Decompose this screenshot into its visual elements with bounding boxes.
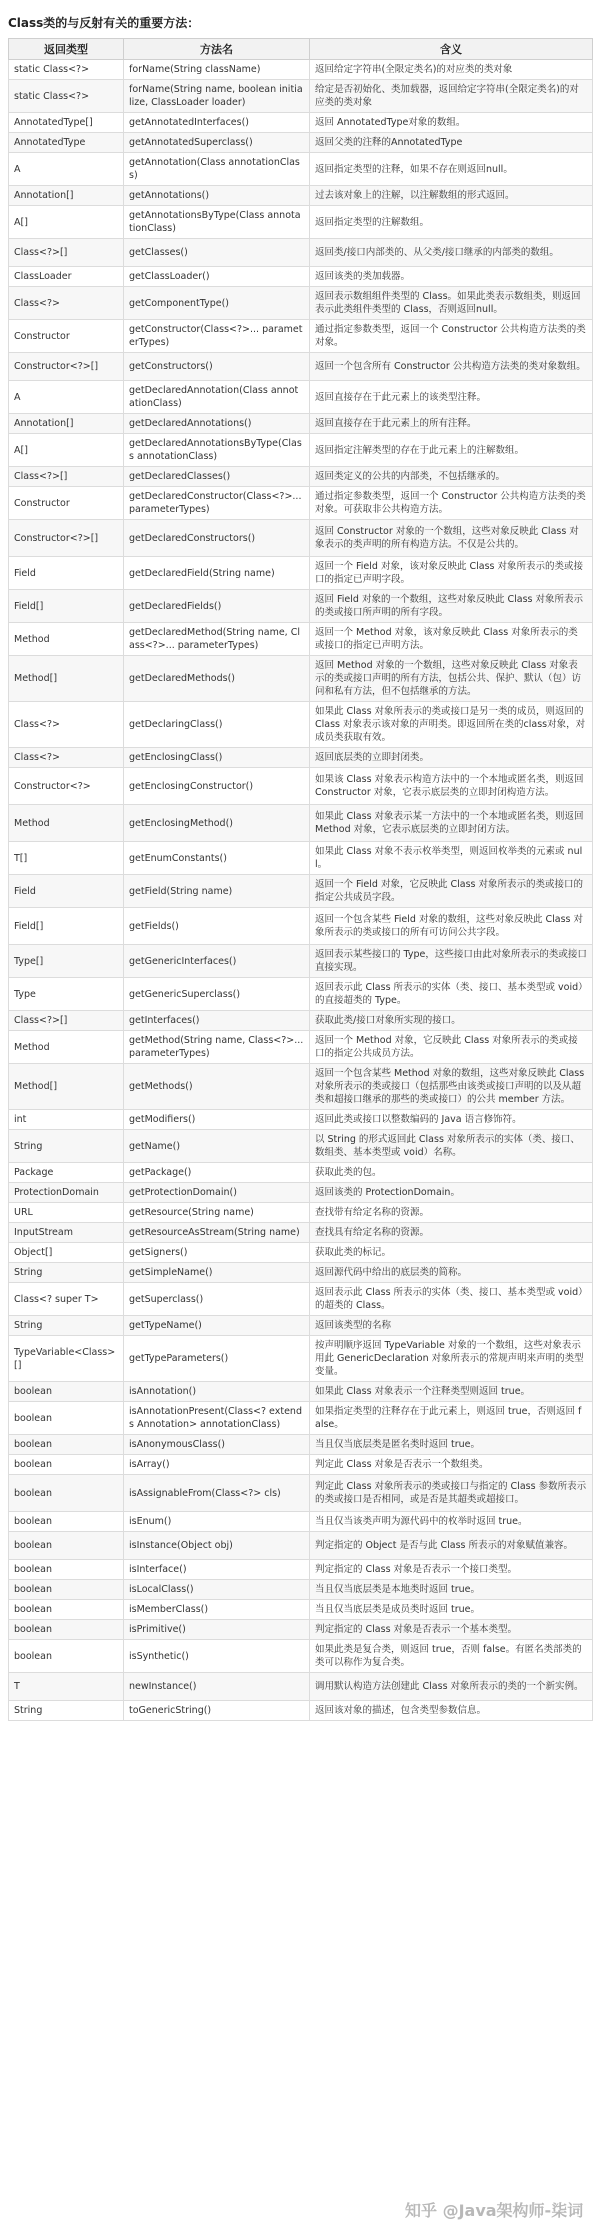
cell-return-type: static Class<?> [9,60,124,80]
cell-return-type: boolean [9,1640,124,1673]
cell-description: 给定是否初始化、类加载器，返回给定字符串(全限定类名)的对应类的类对象 [310,80,593,113]
cell-description: 返回底层类的立即封闭类。 [310,748,593,768]
cell-return-type: boolean [9,1580,124,1600]
cell-description: 调用默认构造方法创建此 Class 对象所表示的类的一个新实例。 [310,1673,593,1701]
cell-method-name: isAnnotation() [124,1382,310,1402]
cell-description: 返回源代码中给出的底层类的简称。 [310,1263,593,1283]
table-row [9,287,593,320]
table-row [9,467,593,487]
cell-description: 当且仅当底层类是本地类时返回 true。 [310,1580,593,1600]
cell-method-name: getResourceAsStream(String name) [124,1223,310,1243]
cell-return-type: T [9,1673,124,1701]
cell-description: 返回该类的类加载器。 [310,267,593,287]
cell-return-type: Class<?> [9,702,124,748]
cell-description: 返回表示此 Class 所表示的实体（类、接口、基本类型或 void）的直接超类的 Type。 [310,978,593,1011]
cell-return-type: Type [9,978,124,1011]
table-row [9,978,593,1011]
table-row [9,414,593,434]
cell-return-type: Object[] [9,1243,124,1263]
cell-method-name: getTypeParameters() [124,1336,310,1382]
cell-method-name: getDeclaredFields() [124,590,310,623]
cell-method-name: getSimpleName() [124,1263,310,1283]
cell-return-type: URL [9,1203,124,1223]
cell-return-type: Class<?> [9,748,124,768]
cell-method-name: getEnclosingClass() [124,748,310,768]
cell-method-name: getAnnotatedInterfaces() [124,113,310,133]
table-row [9,133,593,153]
cell-description: 如果此类是复合类，则返回 true，否则 false。有匿名类部类的类可以称作为复合类。 [310,1640,593,1673]
cell-method-name: getProtectionDomain() [124,1183,310,1203]
cell-return-type: Constructor<?> [9,768,124,805]
table-row [9,267,593,287]
cell-description: 返回 Constructor 对象的一个数组，这些对象反映此 Class 对象表示的类声明的所有构造方法。不仅是公共的。 [310,520,593,557]
cell-method-name: getMethod(String name, Class<?>... parameterTypes) [124,1031,310,1064]
cell-method-name: getClasses() [124,239,310,267]
cell-return-type: static Class<?> [9,80,124,113]
cell-return-type: Type[] [9,945,124,978]
cell-description: 返回一个 Field 对象，该对象反映此 Class 对象所表示的类或接口的指定已声明字段。 [310,557,593,590]
cell-description: 返回此类或接口以整数编码的 Java 语言修饰符。 [310,1110,593,1130]
cell-description: 返回指定注解类型的存在于此元素上的注解数组。 [310,434,593,467]
cell-description: 获取此类/接口对象所实现的接口。 [310,1011,593,1031]
table-row [9,1560,593,1580]
cell-return-type: A [9,153,124,186]
cell-method-name: getMethods() [124,1064,310,1110]
cell-return-type: TypeVariable<Class>[] [9,1336,124,1382]
cell-description: 如果此 Class 对象表示某一方法中的一个本地或匿名类，则返回 Method 对象，它表示底层类的立即封闭方法。 [310,805,593,842]
cell-return-type: A[] [9,434,124,467]
cell-description: 返回 Method 对象的一个数组，这些对象反映此 Class 对象表示的类或接口声明的所有方法，包括公共、保护、默认（包）访问和私有方法，但不包括继承的方法。 [310,656,593,702]
cell-return-type: Field[] [9,908,124,945]
table-row [9,842,593,875]
table-row [9,1064,593,1110]
cell-description: 返回该类型的名称 [310,1316,593,1336]
cell-description: 如果此 Class 对象不表示枚举类型，则返回枚举类的元素或 null。 [310,842,593,875]
cell-return-type: Method [9,1031,124,1064]
watermark: 知乎 @Java架构师-柒词 [405,2201,584,2220]
page-title: Class类的与反射有关的重要方法： [8,16,200,30]
cell-description: 返回 Field 对象的一个数组，这些对象反映此 Class 对象所表示的类或接口所声明的所有字段。 [310,590,593,623]
table-row [9,875,593,908]
cell-description: 返回一个包含某些 Field 对象的数组，这些对象反映此 Class 对象所表示的类或接口的所有可访问公共字段。 [310,908,593,945]
table-row [9,1475,593,1512]
table-row [9,1163,593,1183]
table-row [9,1316,593,1336]
table-row [9,908,593,945]
cell-description: 查找具有给定名称的资源。 [310,1223,593,1243]
table-row [9,434,593,467]
table-row [9,487,593,520]
table-row [9,1435,593,1455]
cell-method-name: getDeclaredAnnotations() [124,414,310,434]
cell-method-name: getEnclosingConstructor() [124,768,310,805]
cell-return-type: A[] [9,206,124,239]
table-row [9,1382,593,1402]
cell-return-type: Annotation[] [9,414,124,434]
header-return-type: 返回类型 [9,39,124,60]
cell-description: 如果指定类型的注释存在于此元素上，则返回 true，否则返回 false。 [310,1402,593,1435]
cell-description: 获取此类的包。 [310,1163,593,1183]
cell-return-type: Constructor<?>[] [9,353,124,381]
cell-return-type: ClassLoader [9,267,124,287]
table-row [9,1183,593,1203]
cell-description: 返回父类的注释的AnnotatedType [310,133,593,153]
cell-return-type: String [9,1130,124,1163]
table-row [9,1263,593,1283]
cell-description: 返回该对象的描述，包含类型参数信息。 [310,1701,593,1721]
cell-description: 判定指定的 Class 对象是否表示一个接口类型。 [310,1560,593,1580]
table-row [9,1673,593,1701]
cell-description: 通过指定参数类型，返回一个 Constructor 公共构造方法类的类对象。可获取非公共构造方法。 [310,487,593,520]
cell-description: 返回指定类型的注释，如果不存在则返回null。 [310,153,593,186]
cell-return-type: boolean [9,1620,124,1640]
cell-method-name: isAnnotationPresent(Class<? extends Annotation> annotationClass) [124,1402,310,1435]
cell-description: 返回该类的 ProtectionDomain。 [310,1183,593,1203]
cell-method-name: isInterface() [124,1560,310,1580]
table-row [9,520,593,557]
cell-description: 判定此 Class 对象是否表示一个数组类。 [310,1455,593,1475]
cell-method-name: getDeclaredConstructor(Class<?>... parameterTypes) [124,487,310,520]
cell-method-name: getResource(String name) [124,1203,310,1223]
cell-return-type: String [9,1263,124,1283]
cell-method-name: getDeclaredMethods() [124,656,310,702]
table-row [9,1031,593,1064]
cell-description: 以 String 的形式返回此 Class 对象所表示的实体（类、接口、数组类、基本类型或 void）名称。 [310,1130,593,1163]
table-row [9,353,593,381]
cell-return-type: Field [9,557,124,590]
cell-method-name: getConstructor(Class<?>... parameterTypes) [124,320,310,353]
cell-description: 返回指定类型的注解数组。 [310,206,593,239]
table-row [9,1600,593,1620]
cell-method-name: isInstance(Object obj) [124,1532,310,1560]
cell-description: 如果此 Class 对象所表示的类或接口是另一类的成员，则返回的 Class 对象表示该对象的声明类。即返回所在类的class对象，对成员类获取有效。 [310,702,593,748]
cell-return-type: ProtectionDomain [9,1183,124,1203]
cell-return-type: Class<? super T> [9,1283,124,1316]
table-row [9,1620,593,1640]
cell-return-type: Package [9,1163,124,1183]
table-row [9,1203,593,1223]
table-row [9,186,593,206]
table-row [9,1701,593,1721]
cell-return-type: Class<?>[] [9,1011,124,1031]
cell-return-type: AnnotatedType [9,133,124,153]
cell-description: 过去该对象上的注解，以注解数组的形式返回。 [310,186,593,206]
cell-return-type: T[] [9,842,124,875]
cell-description: 当且仅当底层类是匿名类时返回 true。 [310,1435,593,1455]
cell-method-name: isMemberClass() [124,1600,310,1620]
table-row [9,656,593,702]
cell-method-name: getDeclaredAnnotationsByType(Class annotationClass) [124,434,310,467]
table-row [9,748,593,768]
table-row [9,1402,593,1435]
cell-description: 返回表示数组组件类型的 Class。如果此类表示数组类，则返回表示此类组件类型的 Class，否则返回null。 [310,287,593,320]
cell-method-name: getAnnotations() [124,186,310,206]
table-row [9,1455,593,1475]
cell-return-type: Method [9,805,124,842]
cell-description: 返回一个 Method 对象，该对象反映此 Class 对象所表示的类或接口的指定已声明方法。 [310,623,593,656]
cell-return-type: boolean [9,1512,124,1532]
table-row [9,1223,593,1243]
cell-return-type: boolean [9,1455,124,1475]
cell-return-type: int [9,1110,124,1130]
header-description: 含义 [310,39,593,60]
table-row [9,1512,593,1532]
cell-method-name: newInstance() [124,1673,310,1701]
table-row [9,1243,593,1263]
cell-description: 如果此 Class 对象表示一个注释类型则返回 true。 [310,1382,593,1402]
cell-method-name: isEnum() [124,1512,310,1532]
cell-return-type: Field [9,875,124,908]
cell-method-name: getDeclaredMethod(String name, Class<?>... parameterTypes) [124,623,310,656]
cell-method-name: getTypeName() [124,1316,310,1336]
table-row [9,320,593,353]
cell-method-name: getGenericInterfaces() [124,945,310,978]
cell-method-name: getSuperclass() [124,1283,310,1316]
cell-method-name: getPackage() [124,1163,310,1183]
table-row [9,239,593,267]
cell-method-name: isPrimitive() [124,1620,310,1640]
cell-method-name: getConstructors() [124,353,310,381]
cell-method-name: getEnumConstants() [124,842,310,875]
table-row [9,1580,593,1600]
table-row [9,60,593,80]
cell-method-name: getDeclaredAnnotation(Class annotationClass) [124,381,310,414]
cell-return-type: Method[] [9,1064,124,1110]
cell-return-type: Method [9,623,124,656]
cell-description: 当且仅当该类声明为源代码中的枚举时返回 true。 [310,1512,593,1532]
table-row [9,113,593,133]
table-row [9,1640,593,1673]
cell-method-name: getSigners() [124,1243,310,1263]
cell-method-name: isLocalClass() [124,1580,310,1600]
cell-method-name: getGenericSuperclass() [124,978,310,1011]
cell-description: 返回一个 Method 对象，它反映此 Class 对象所表示的类或接口的指定公共成员方法。 [310,1031,593,1064]
table-row [9,805,593,842]
cell-description: 判定指定的 Object 是否与此 Class 所表示的对象赋值兼容。 [310,1532,593,1560]
cell-description: 返回类定义的公共的内部类，不包括继承的。 [310,467,593,487]
cell-method-name: getName() [124,1130,310,1163]
cell-description: 返回直接存在于此元素上的该类型注释。 [310,381,593,414]
cell-method-name: getDeclaringClass() [124,702,310,748]
cell-return-type: boolean [9,1382,124,1402]
cell-return-type: boolean [9,1475,124,1512]
cell-description: 如果该 Class 对象表示构造方法中的一个本地或匿名类，则返回 Constructor 对象，它表示底层类的立即封闭构造方法。 [310,768,593,805]
cell-method-name: isArray() [124,1455,310,1475]
cell-return-type: boolean [9,1600,124,1620]
cell-method-name: getAnnotatedSuperclass() [124,133,310,153]
table-row [9,557,593,590]
cell-description: 返回表示某些接口的 Type，这些接口由此对象所表示的类或接口直接实现。 [310,945,593,978]
cell-method-name: forName(String className) [124,60,310,80]
cell-method-name: isSynthetic() [124,1640,310,1673]
cell-return-type: Constructor [9,320,124,353]
cell-description: 获取此类的标记。 [310,1243,593,1263]
table-row [9,768,593,805]
header-method-name: 方法名 [124,39,310,60]
cell-return-type: Class<?>[] [9,467,124,487]
table-row [9,1130,593,1163]
table-row [9,1336,593,1382]
table-row [9,206,593,239]
cell-description: 返回一个包含某些 Method 对象的数组，这些对象反映此 Class 对象所表示的类或接口（包括那些由该类或接口声明的以及从超类和超接口继承的那些的类或接口）的公共 member 方法。 [310,1064,593,1110]
cell-method-name: getFields() [124,908,310,945]
cell-method-name: getComponentType() [124,287,310,320]
cell-method-name: forName(String name, boolean initialize, ClassLoader loader) [124,80,310,113]
cell-method-name: getAnnotationsByType(Class annotationClass) [124,206,310,239]
cell-description: 当且仅当底层类是成员类时返回 true。 [310,1600,593,1620]
cell-return-type: Method[] [9,656,124,702]
cell-description: 返回表示此 Class 所表示的实体（类、接口、基本类型或 void）的超类的 Class。 [310,1283,593,1316]
table-row [9,153,593,186]
cell-return-type: AnnotatedType[] [9,113,124,133]
cell-method-name: getModifiers() [124,1110,310,1130]
cell-return-type: boolean [9,1532,124,1560]
table-row [9,381,593,414]
cell-description: 返回直接存在于此元素上的所有注释。 [310,414,593,434]
cell-description: 返回类/接口内部类的、从父类/接口继承的内部类的数组。 [310,239,593,267]
table-row [9,1110,593,1130]
cell-return-type: Field[] [9,590,124,623]
cell-description: 通过指定参数类型，返回一个 Constructor 公共构造方法类的类对象。 [310,320,593,353]
table-row [9,623,593,656]
cell-return-type: Annotation[] [9,186,124,206]
cell-method-name: getEnclosingMethod() [124,805,310,842]
cell-return-type: String [9,1316,124,1336]
cell-method-name: getField(String name) [124,875,310,908]
cell-description: 按声明顺序返回 TypeVariable 对象的一个数组，这些对象表示用此 GenericDeclaration 对象所表示的常规声明来声明的类型变量。 [310,1336,593,1382]
table-row [9,1011,593,1031]
cell-description: 返回一个包含所有 Constructor 公共构造方法类的类对象数组。 [310,353,593,381]
cell-method-name: getDeclaredClasses() [124,467,310,487]
cell-return-type: boolean [9,1435,124,1455]
cell-method-name: getAnnotation(Class annotationClass) [124,153,310,186]
cell-return-type: Constructor<?>[] [9,520,124,557]
table-header-row [9,39,593,60]
cell-description: 判定指定的 Class 对象是否表示一个基本类型。 [310,1620,593,1640]
cell-method-name: toGenericString() [124,1701,310,1721]
cell-return-type: InputStream [9,1223,124,1243]
cell-return-type: boolean [9,1402,124,1435]
cell-description: 返回一个 Field 对象，它反映此 Class 对象所表示的类或接口的指定公共成员字段。 [310,875,593,908]
cell-return-type: Class<?>[] [9,239,124,267]
cell-return-type: String [9,1701,124,1721]
cell-return-type: boolean [9,1560,124,1580]
cell-method-name: isAssignableFrom(Class<?> cls) [124,1475,310,1512]
table-row [9,1532,593,1560]
cell-method-name: getDeclaredField(String name) [124,557,310,590]
table-body [9,60,593,1721]
table-row [9,1283,593,1316]
methods-table [8,38,593,1721]
table-row [9,945,593,978]
cell-description: 查找带有给定名称的资源。 [310,1203,593,1223]
cell-method-name: getDeclaredConstructors() [124,520,310,557]
cell-description: 判定此 Class 对象所表示的类或接口与指定的 Class 参数所表示的类或接口是否相同，或是否是其超类或超接口。 [310,1475,593,1512]
cell-method-name: getInterfaces() [124,1011,310,1031]
table-row [9,590,593,623]
cell-description: 返回给定字符串(全限定类名)的对应类的类对象 [310,60,593,80]
table-row [9,702,593,748]
cell-method-name: getClassLoader() [124,267,310,287]
cell-return-type: Constructor [9,487,124,520]
cell-return-type: A [9,381,124,414]
cell-return-type: Class<?> [9,287,124,320]
cell-description: 返回 AnnotatedType对象的数组。 [310,113,593,133]
table-row [9,80,593,113]
cell-method-name: isAnonymousClass() [124,1435,310,1455]
